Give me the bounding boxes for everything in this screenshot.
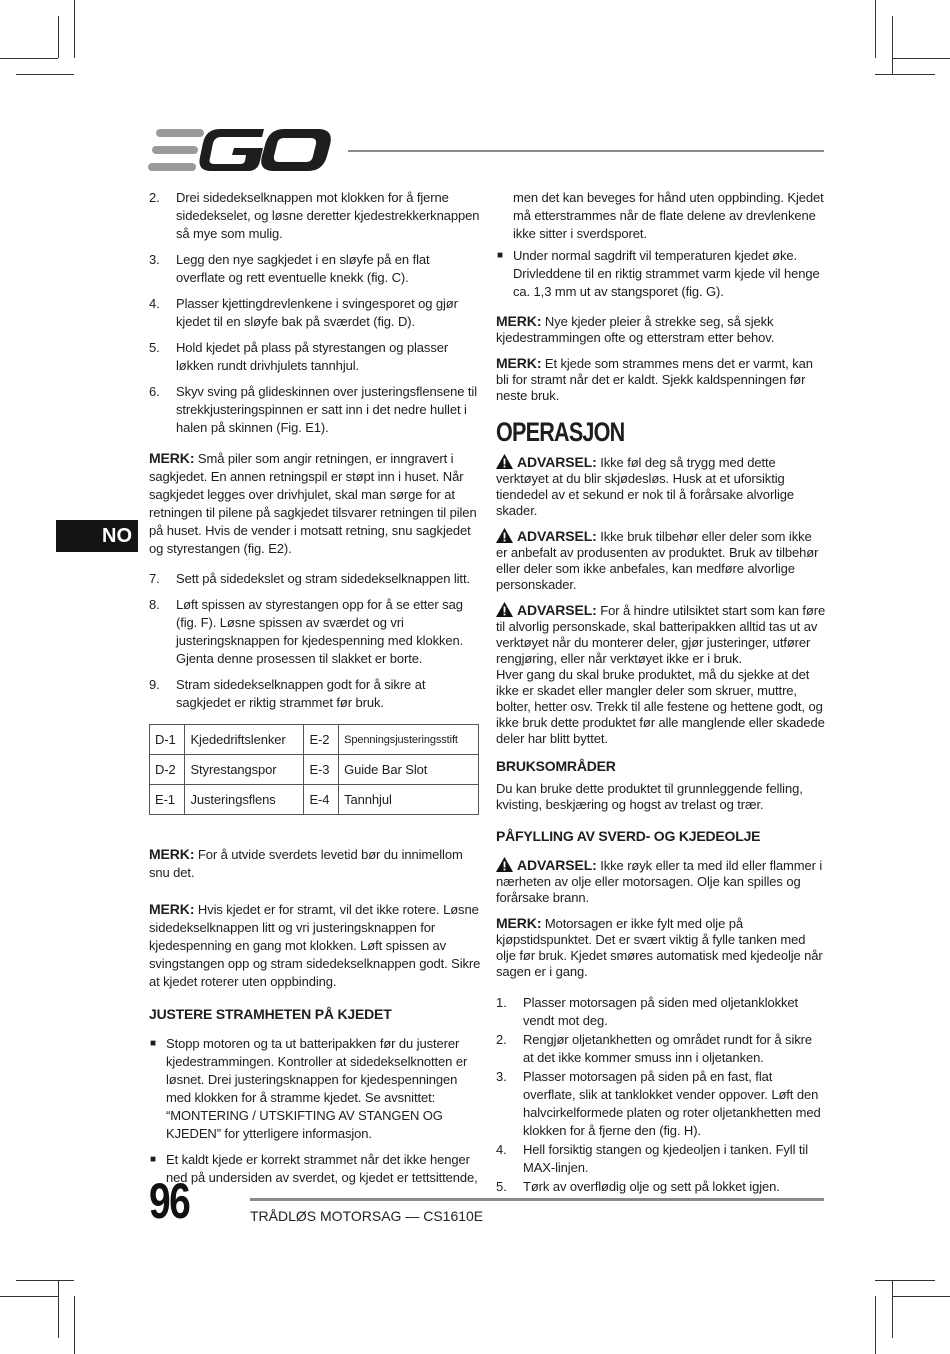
warning-block: ADVARSEL: For å hindre utilsiktet start som kan føre til alvorlig personskade, skal batteripakken alltid tas ut av verktøyet når du monterer deler, gjør justeringer, utfører rengjøring, eller når verktøyet ikke er i bruk. xyxy=(496,602,826,666)
list-item: ■ Et kaldt kjede er korrekt strammet når det ikke henger ned på undersiden av sverdet, og kjedet er tettsittende, xyxy=(150,1152,478,1185)
continued-text: men det kan beveges for hånd uten oppbinding. Kjedet må etterstrammes når de flate delene av drevlenkene ikke sitter i sverdsporet. xyxy=(513,190,824,241)
bullet-icon: ■ xyxy=(497,250,503,261)
warning-icon xyxy=(496,602,513,617)
inspection-text: Hver gang du skal bruke produktet, må du sjekke at det ikke er skadet eller mangler deler som skruer, muttre, bolter, hetter osv. Trekk til alle festene og hettene godt, og ikke bruk dette produktet før alle manglende eller skadede deler har blitt byttet. xyxy=(496,667,825,746)
crop-mark xyxy=(74,1296,75,1354)
note-new-chains: MERK: Nye kjeder pleier å strekke seg, så sjekk kjedestrammingen ofte og etterstram etter behov. xyxy=(496,313,775,345)
parts-table xyxy=(149,724,479,815)
warning-icon xyxy=(496,528,513,543)
crop-mark xyxy=(875,74,935,75)
list-item: 2. Rengjør oljetankhetten og området rundt for å sikre at det ikke kommer smuss inn i oljetanken. xyxy=(496,1032,813,1065)
crop-mark xyxy=(58,16,59,58)
list-item: 9. Stram sidedekselknappen godt for å sikre at sagkjedet er riktig strammet før bruk. xyxy=(149,677,426,710)
ego-logo xyxy=(148,128,332,172)
right-column xyxy=(496,189,826,1197)
list-item: 3. Legg den nye sagkjedet i en sløyfe på en flat overflate og rett eventuelle knekk (fig. C). xyxy=(149,252,430,285)
table-row: E-1 Justeringsflens E-4 Tannhjul xyxy=(150,785,479,815)
crop-mark xyxy=(892,58,950,59)
note-warm-chain: MERK: Et kjede som strammes mens det er varmt, kan bli for stramt når det er kaldt. Sjekk kaldspenningen før neste bruk. xyxy=(496,355,813,403)
warning-icon xyxy=(496,454,513,469)
list-item: 7. Sett på sidedekslet og stram sidedekselknappen litt. xyxy=(149,571,470,586)
section-heading: JUSTERE STRAMHETEN PÅ KJEDET xyxy=(149,1006,392,1022)
section-heading: PÅFYLLING AV SVERD- OG KJEDEOLJE xyxy=(496,828,761,844)
note-oil: MERK: Motorsagen er ikke fylt med olje på kjøpstidspunktet. Det er svært viktig å fylle tanken med olje før bruk. Kjedet smøres automatisk med kjedeolje når sagen er i gang. xyxy=(496,915,823,979)
crop-mark xyxy=(892,16,893,74)
list-item: 3. Plasser motorsagen på siden på en fast, flat overflate, slik at tanklokket vender oppover. Løft den halvcirkelformede platen og roter oljetankhetten med klokken for å fjerne den (fig. H). xyxy=(496,1069,821,1138)
list-item: 4. Plasser kjettingdrevlenkene i svingesporet og gjør kjedet til en sløyfe bak på sværdet (fig. D). xyxy=(149,296,458,329)
list-item: 1. Plasser motorsagen på siden med oljetanklokket vendt mot deg. xyxy=(496,995,799,1028)
section-title: OPERASJON xyxy=(496,417,625,447)
warning-block: ADVARSEL: Ikke bruk tilbehør eller deler som ikke er anbefalt av produsenten av produktet. Bruk av tilbehør eller deler som ikke anbefales, kan medføre alvorlige personskader. xyxy=(496,528,819,592)
crop-mark xyxy=(875,1296,876,1354)
steps-list-b xyxy=(149,570,481,712)
page-number: 96 xyxy=(149,1173,190,1229)
list-item: ■ Stopp motoren og ta ut batteripakken før du justerer kjedestrammingen. Kontroller at sidedekselknotten er løsnet. Drei justeringsknappen for kjedespenningen med klokken for å stramme kjedet. Se avsnittet: “MONTERING / UTSKIFTING AV STANGEN OG KJEDEN” for ytterligere informasjon. xyxy=(150,1036,468,1141)
note-chain-too-tight: MERK: Hvis kjedet er for stramt, vil det ikke rotere. Løsne sidedekselknappen litt og vri justeringsknappen for kjedespenning en gang mot klokken. Løft spissen av svingstangen opp og stram sidedekselknappen godt. Sikre at kjedet roterer uten oppbinding. xyxy=(149,901,481,989)
crop-mark xyxy=(892,1296,950,1297)
list-item: 5. Tørk av overflødig olje og sett på lokket igjen. xyxy=(496,1179,780,1194)
bullet-icon: ■ xyxy=(150,1154,156,1165)
note-direction-arrows: MERK: Små piler som angir retningen, er inngravert i sagkjedet. En annen retningspil er støpt inn i huset. Når sagkjedet legges over drivhjulet, skal man sørge for at retningen til pilene på sagkjedet tilsvarer retningen til pilen på huset. Hvis de vender i motsatt retning, snu sagkjedet og styrestangen (fig. E2). xyxy=(149,450,477,556)
footer-title: TRÅDLØS MOTORSAG — CS1610E xyxy=(250,1208,484,1224)
footer-rule xyxy=(250,1198,824,1201)
bullet-icon: ■ xyxy=(150,1038,156,1049)
list-item: 5. Hold kjedet på plass på styrestangen og plasser løkken rundt drivhjulets tannhjul. xyxy=(149,340,449,373)
crop-mark xyxy=(875,1280,935,1281)
oil-steps-list xyxy=(496,994,826,1196)
steps-list-a xyxy=(149,189,481,437)
table-row: D-2 Styrestangspor E-3 Guide Bar Slot xyxy=(150,755,479,785)
crop-mark xyxy=(0,58,58,59)
left-column xyxy=(149,189,481,1195)
crop-mark xyxy=(16,1280,74,1281)
list-item: ■ Under normal sagdrift vil temperaturen kjedet øke. Drivleddene til en riktig strammet varm kjede vil henge ca. 1,3 mm ut av stangsporet (fig. G). xyxy=(497,248,820,299)
warning-block: ADVARSEL: Ikke røyk eller ta med ild eller flammer i nærheten av olje eller motorsagen. Olje kan spilles og forårsake brann. xyxy=(496,857,823,905)
crop-mark xyxy=(16,74,74,75)
table-row: D-1 Kjededriftslenker E-2 Spenningsjusteringsstift xyxy=(150,725,479,755)
header-rule xyxy=(348,150,824,152)
warning-block: ADVARSEL: Ikke føl deg så trygg med dette verktøyet at du blir skjødesløs. Husk at et uforsiktig tiendedel av et sekund er nok til å forårsake alvorlige skader. xyxy=(496,454,795,518)
list-item: 6. Skyv sving på glideskinnen over justeringsflensene til strekkjusteringspinnen er satt inn i det nedre hullet i halen på skinnen (Fig. E1). xyxy=(149,384,477,435)
list-item: 8. Løft spissen av styrestangen opp for å se etter sag (fig. F). Løsne spissen av sværdet og vri justeringsknappen for kjedespenning med klokken. Gjenta denne prosessen til slakket er borte. xyxy=(149,597,464,666)
section-heading: BRUKSOMRÅDER xyxy=(496,758,616,774)
crop-mark xyxy=(58,1280,59,1338)
crop-mark xyxy=(892,1280,893,1338)
crop-mark xyxy=(875,0,876,58)
crop-mark xyxy=(0,1296,58,1297)
usage-text: Du kan bruke dette produktet til grunnleggende felling, kvisting, beskjæring og hogst av trelast og trær. xyxy=(496,781,803,812)
crop-mark xyxy=(74,0,75,58)
list-item: 4. Hell forsiktig stangen og kjedeoljen i tanken. Fyll til MAX-linjen. xyxy=(496,1142,808,1175)
warning-icon xyxy=(496,857,513,872)
note-bar-life: MERK: For å utvide sverdets levetid bør du innimellom snu det. xyxy=(149,846,463,880)
language-tab: NO xyxy=(56,520,138,552)
list-item: 2. Drei sidedekselknappen mot klokken for å fjerne sidedekselet, og løsne deretter kjedestrekkerknappen så mye som mulig. xyxy=(149,190,480,241)
